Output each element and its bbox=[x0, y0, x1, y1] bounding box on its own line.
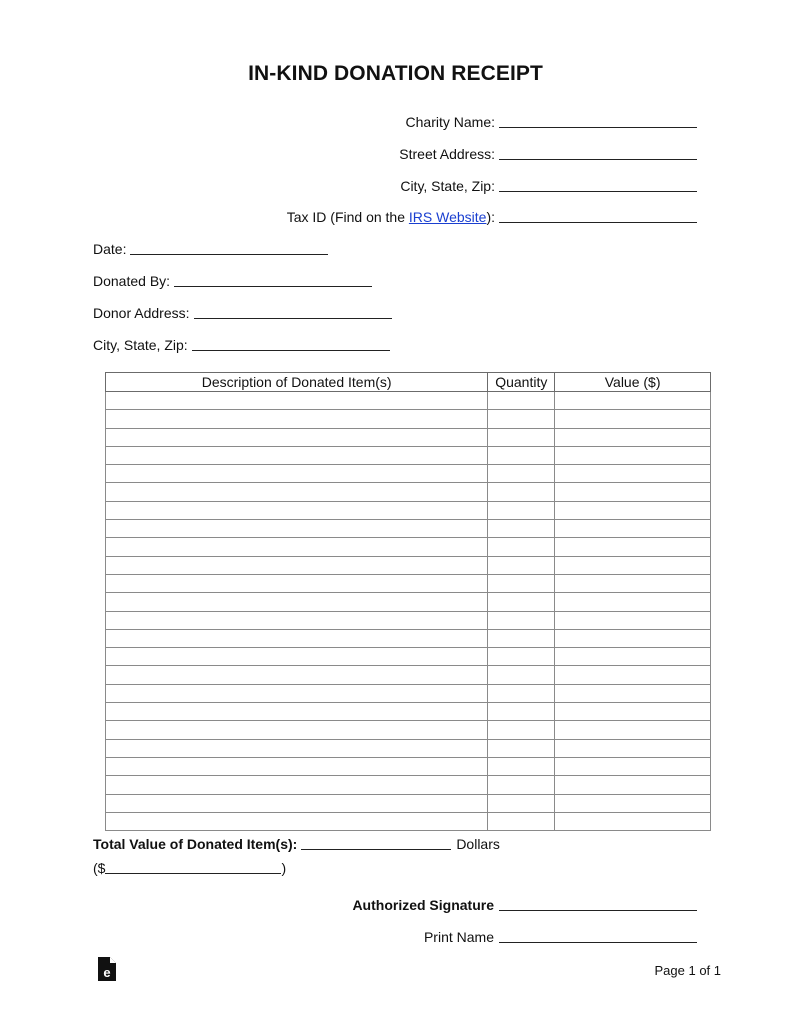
tax-id-suffix: ): bbox=[486, 209, 495, 225]
charity-name-label: Charity Name: bbox=[405, 114, 495, 130]
quantity-cell[interactable] bbox=[488, 556, 555, 574]
street-address-line bbox=[399, 146, 697, 162]
description-cell[interactable] bbox=[106, 556, 488, 574]
description-header: Description of Donated Item(s) bbox=[106, 373, 488, 392]
donated-by-line bbox=[93, 273, 372, 289]
description-cell[interactable] bbox=[106, 721, 488, 739]
value-cell[interactable] bbox=[555, 538, 711, 556]
value-cell[interactable] bbox=[555, 483, 711, 501]
quantity-cell[interactable] bbox=[488, 465, 555, 483]
value-cell[interactable] bbox=[555, 428, 711, 446]
quantity-cell[interactable] bbox=[488, 593, 555, 611]
description-cell[interactable] bbox=[106, 465, 488, 483]
charity-city-line bbox=[400, 178, 697, 194]
description-cell[interactable] bbox=[106, 812, 488, 830]
logo-letter: e bbox=[103, 965, 111, 980]
description-cell[interactable] bbox=[106, 501, 488, 519]
charity-name-line bbox=[406, 114, 697, 130]
value-cell[interactable] bbox=[555, 446, 711, 464]
donated-items-table bbox=[105, 372, 711, 831]
table-row bbox=[106, 703, 711, 721]
value-cell[interactable] bbox=[555, 703, 711, 721]
value-cell[interactable] bbox=[555, 794, 711, 812]
table-row bbox=[106, 410, 711, 428]
value-cell[interactable] bbox=[555, 556, 711, 574]
document-title: IN-KIND DONATION RECEIPT bbox=[248, 62, 543, 85]
value-cell[interactable] bbox=[555, 776, 711, 794]
quantity-cell[interactable] bbox=[488, 684, 555, 702]
table-row bbox=[106, 538, 711, 556]
value-cell[interactable] bbox=[555, 574, 711, 592]
quantity-cell[interactable] bbox=[488, 666, 555, 684]
authorized-signature-label: Authorized Signature bbox=[352, 897, 494, 913]
quantity-cell[interactable] bbox=[488, 392, 555, 410]
tax-id-line bbox=[287, 209, 697, 225]
value-cell[interactable] bbox=[555, 739, 711, 757]
table-row bbox=[106, 757, 711, 775]
quantity-cell[interactable] bbox=[488, 410, 555, 428]
quantity-cell[interactable] bbox=[488, 703, 555, 721]
table-row bbox=[106, 684, 711, 702]
table-row bbox=[106, 776, 711, 794]
description-cell[interactable] bbox=[106, 593, 488, 611]
charity-city-label: City, State, Zip: bbox=[400, 178, 495, 194]
table-row bbox=[106, 501, 711, 519]
table-row bbox=[106, 611, 711, 629]
table-header-row bbox=[106, 373, 711, 392]
quantity-cell[interactable] bbox=[488, 446, 555, 464]
quantity-cell[interactable] bbox=[488, 428, 555, 446]
value-cell[interactable] bbox=[555, 593, 711, 611]
table-row bbox=[106, 556, 711, 574]
table-row bbox=[106, 629, 711, 647]
table-row bbox=[106, 574, 711, 592]
date-field[interactable] bbox=[130, 253, 328, 255]
table-row bbox=[106, 666, 711, 684]
donated-by-field[interactable] bbox=[174, 285, 372, 287]
table-row bbox=[106, 593, 711, 611]
table-body bbox=[106, 392, 711, 831]
table-row bbox=[106, 648, 711, 666]
print-name-field[interactable] bbox=[499, 941, 697, 943]
charity-city-field[interactable] bbox=[499, 190, 697, 192]
donor-address-field[interactable] bbox=[194, 317, 392, 319]
value-cell[interactable] bbox=[555, 684, 711, 702]
donated-by-label: Donated By: bbox=[93, 273, 171, 289]
table-row bbox=[106, 739, 711, 757]
description-cell[interactable] bbox=[106, 538, 488, 556]
quantity-cell[interactable] bbox=[488, 757, 555, 775]
description-cell[interactable] bbox=[106, 520, 488, 538]
value-cell[interactable] bbox=[555, 410, 711, 428]
street-address-label: Street Address: bbox=[399, 146, 495, 162]
table-row bbox=[106, 392, 711, 410]
value-cell[interactable] bbox=[555, 520, 711, 538]
value-cell[interactable] bbox=[555, 611, 711, 629]
value-header: Value ($) bbox=[555, 373, 711, 392]
quantity-cell[interactable] bbox=[488, 538, 555, 556]
table-row bbox=[106, 721, 711, 739]
value-cell[interactable] bbox=[555, 666, 711, 684]
paren-close: ) bbox=[281, 860, 287, 876]
table-row bbox=[106, 428, 711, 446]
total-value-field[interactable] bbox=[301, 848, 451, 850]
description-cell[interactable] bbox=[106, 574, 488, 592]
description-cell[interactable] bbox=[106, 629, 488, 647]
quantity-cell[interactable] bbox=[488, 520, 555, 538]
document-logo-icon bbox=[97, 956, 117, 982]
charity-name-field[interactable] bbox=[499, 126, 697, 128]
value-cell[interactable] bbox=[555, 629, 711, 647]
description-cell[interactable] bbox=[106, 611, 488, 629]
quantity-cell[interactable] bbox=[488, 574, 555, 592]
authorized-signature-field[interactable] bbox=[499, 909, 697, 911]
quantity-cell[interactable] bbox=[488, 721, 555, 739]
quantity-cell[interactable] bbox=[488, 629, 555, 647]
tax-id-field[interactable] bbox=[499, 221, 697, 223]
description-cell[interactable] bbox=[106, 392, 488, 410]
quantity-cell[interactable] bbox=[488, 794, 555, 812]
quantity-cell[interactable] bbox=[488, 648, 555, 666]
print-name-label: Print Name bbox=[423, 929, 494, 945]
quantity-cell[interactable] bbox=[488, 776, 555, 794]
page-number: Page 1 of 1 bbox=[654, 963, 721, 978]
tax-id-prefix: Tax ID (Find on the bbox=[286, 209, 409, 225]
table-row bbox=[106, 812, 711, 830]
description-cell[interactable] bbox=[106, 776, 488, 794]
description-cell[interactable] bbox=[106, 666, 488, 684]
description-cell[interactable] bbox=[106, 703, 488, 721]
value-cell[interactable] bbox=[555, 501, 711, 519]
street-address-field[interactable] bbox=[499, 158, 697, 160]
value-cell[interactable] bbox=[555, 757, 711, 775]
donor-address-label: Donor Address: bbox=[93, 305, 190, 321]
table-row bbox=[106, 520, 711, 538]
value-cell[interactable] bbox=[555, 812, 711, 830]
total-value-label: Total Value of Donated Item(s): bbox=[93, 836, 298, 852]
quantity-cell[interactable] bbox=[488, 739, 555, 757]
donor-city-field[interactable] bbox=[192, 349, 390, 351]
donor-city-line bbox=[93, 337, 390, 353]
description-cell[interactable] bbox=[106, 648, 488, 666]
table-row bbox=[106, 483, 711, 501]
description-cell[interactable] bbox=[106, 739, 488, 757]
quantity-cell[interactable] bbox=[488, 611, 555, 629]
donor-address-line bbox=[93, 305, 392, 321]
table-row bbox=[106, 446, 711, 464]
value-cell[interactable] bbox=[555, 721, 711, 739]
description-cell[interactable] bbox=[106, 684, 488, 702]
value-cell[interactable] bbox=[555, 648, 711, 666]
total-amount-field[interactable] bbox=[105, 872, 281, 874]
description-cell[interactable] bbox=[106, 428, 488, 446]
quantity-cell[interactable] bbox=[488, 483, 555, 501]
irs-website-link[interactable]: IRS Website bbox=[408, 209, 487, 225]
total-amount-line bbox=[93, 860, 286, 876]
description-cell[interactable] bbox=[106, 757, 488, 775]
quantity-header: Quantity bbox=[488, 373, 555, 392]
date-label: Date: bbox=[93, 241, 127, 257]
authorized-signature-line bbox=[352, 897, 697, 913]
value-cell[interactable] bbox=[555, 392, 711, 410]
description-cell[interactable] bbox=[106, 446, 488, 464]
print-name-line bbox=[424, 929, 697, 945]
table-row bbox=[106, 794, 711, 812]
paren-open: ($ bbox=[93, 860, 106, 876]
dollars-word: Dollars bbox=[456, 836, 500, 852]
quantity-cell[interactable] bbox=[488, 501, 555, 519]
value-cell[interactable] bbox=[555, 465, 711, 483]
donor-city-label: City, State, Zip: bbox=[93, 337, 188, 353]
table-row bbox=[106, 465, 711, 483]
description-cell[interactable] bbox=[106, 794, 488, 812]
date-line bbox=[93, 241, 328, 257]
description-cell[interactable] bbox=[106, 483, 488, 501]
description-cell[interactable] bbox=[106, 410, 488, 428]
quantity-cell[interactable] bbox=[488, 812, 555, 830]
total-value-line bbox=[93, 836, 500, 852]
